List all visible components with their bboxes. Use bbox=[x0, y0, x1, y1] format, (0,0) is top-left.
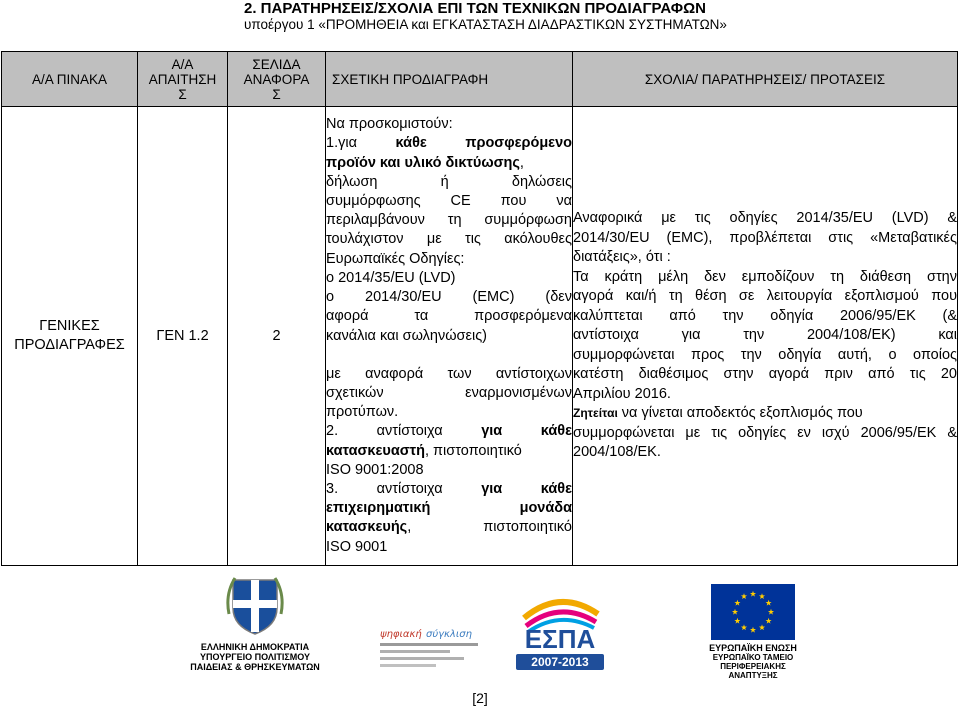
espa-label: ΕΣΠΑ bbox=[524, 624, 596, 654]
cell-spec: Να προσκομιστούν: 1.για κάθε προσφερόμενο προϊόν και υλικό δικτύωσης, δήλωση ή δηλώσεις συμμόρφωσης CE που να περιλαμβάνουν τη συμμόρφωση τουλάχιστον με τις ακόλουθες Ευρωπαϊκές Οδηγίες: ο 2014/35/EU (LVD) ο 2014/30/EU (EMC) (δεν αφορά τα προσφερόμενα κανάλια και σωληνώσεις) με αναφορά των αντίστοιχων σχετικών εναρμονισμένων προτύπων. 2. αντίστοιχα για κάθε κατασκευαστή, πιστοποιητικό ISO 9001:2008 3. αντίστοιχα για κάθε επιχειρηματική μονάδα κατασκευής, πιστοποιητικό ISO 9001 bbox=[326, 107, 573, 566]
eu-line-1: ΕΥΡΩΠΑΪΚΗ ΕΝΩΣΗ bbox=[709, 643, 797, 653]
col-header-page-ref: ΣΕΛΙΔΑ ΑΝΑΦΟΡΑ Σ bbox=[228, 52, 326, 107]
cell-requirement: ΓΕΝ 1.2 bbox=[138, 107, 228, 566]
eu-line-2: ΕΥΡΩΠΑΪΚΟ ΤΑΜΕΙΟ bbox=[712, 653, 794, 662]
table-header-row bbox=[2, 52, 958, 107]
cell-page: 2 bbox=[228, 107, 326, 566]
greek-emblem-icon bbox=[225, 574, 285, 638]
eu-line-3: ΠΕΡΙΦΕΡΕΙΑΚΗΣ ΑΝΑΠΤΥΞΗΣ bbox=[720, 662, 786, 680]
page-number: [2] bbox=[472, 690, 488, 706]
cell-comment: Αναφορικά με τις οδηγίες 2014/35/EU (LVD) & 2014/30/EU (EMC), προβλέπεται στις «Μεταβατικές διατάξεις», ότι : Τα κράτη μέλη δεν εμποδίζουν τη διάθεση στην αγορά και/ή τη θέση σε λειτουργία εξοπλισμού που καλύπτεται από την οδηγία 2006/95/ΕΚ (& αντίστοιχα για την 2004/108/ΕΚ) και συμμορφώνεται προς την οδηγία αυτή, ο οποίος κατέστη διαθέσιμος στην αγορά πριν από τις 20 Απριλίου 2016. Ζητείται να γίνεται αποδεκτός εξοπλισμός που συμμορφώνεται με τις οδηγίες εν ισχύ 2006/95/ΕΚ & 2004/108/ΕΚ. bbox=[573, 107, 958, 566]
table-row bbox=[2, 107, 958, 566]
ministry-line-1: ΕΛΛΗΝΙΚΗ ΔΗΜΟΚΡΑΤΙΑ bbox=[200, 642, 310, 652]
digital-convergence-logo bbox=[376, 625, 482, 671]
svg-text:ψηφιακή: ψηφιακή bbox=[380, 629, 422, 640]
eu-logo bbox=[700, 584, 806, 680]
espa-years: 2007-2013 bbox=[531, 655, 589, 669]
comments-table bbox=[1, 51, 958, 566]
document-subtitle: υποέργου 1 «ΠΡΟΜΗΘΕΙΑ και ΕΓΚΑΤΑΣΤΑΣΗ ΔΙΑΔΡΑΣΤΙΚΩΝ ΣΥΣΤΗΜΑΤΩΝ» bbox=[244, 17, 727, 32]
convergence-logo-icon bbox=[376, 625, 482, 671]
col-header-comments: ΣΧΟΛΙΑ/ ΠΑΡΑΤΗΡΗΣΕΙΣ/ ΠΡΟΤΑΣΕΙΣ bbox=[573, 52, 958, 107]
col-header-requirement-no: Α/Α ΑΠΑΙΤΗΣΗ Σ bbox=[138, 52, 228, 107]
col-header-table-no: Α/Α ΠΙΝΑΚΑ bbox=[2, 52, 138, 107]
eu-flag-icon bbox=[711, 584, 795, 640]
svg-text:σύγκλιση: σύγκλιση bbox=[426, 629, 472, 640]
document-title: 2. ΠΑΡΑΤΗΡΗΣΕΙΣ/ΣΧΟΛΙΑ ΕΠΙ ΤΩΝ ΤΕΧΝΙΚΩΝ ΠΡΟΔΙΑΓΡΑΦΩΝ bbox=[244, 0, 706, 17]
espa-logo bbox=[514, 588, 606, 672]
ministry-line-2: ΥΠΟΥΡΓΕΙΟ ΠΟΛΙΤΙΣΜΟΥ bbox=[199, 652, 311, 662]
ministry-line-3: ΠΑΙΔΕΙΑΣ & ΘΡΗΣΚΕΥΜΑΤΩΝ bbox=[190, 662, 320, 672]
col-header-spec: ΣΧΕΤΙΚΗ ΠΡΟΔΙΑΓΡΑΦΗ bbox=[326, 52, 573, 107]
ministry-logo bbox=[190, 574, 320, 678]
cell-table-name: ΓΕΝΙΚΕΣ ΠΡΟΔΙΑΓΡΑΦΕΣ bbox=[2, 107, 138, 566]
funding-logos bbox=[0, 570, 960, 690]
